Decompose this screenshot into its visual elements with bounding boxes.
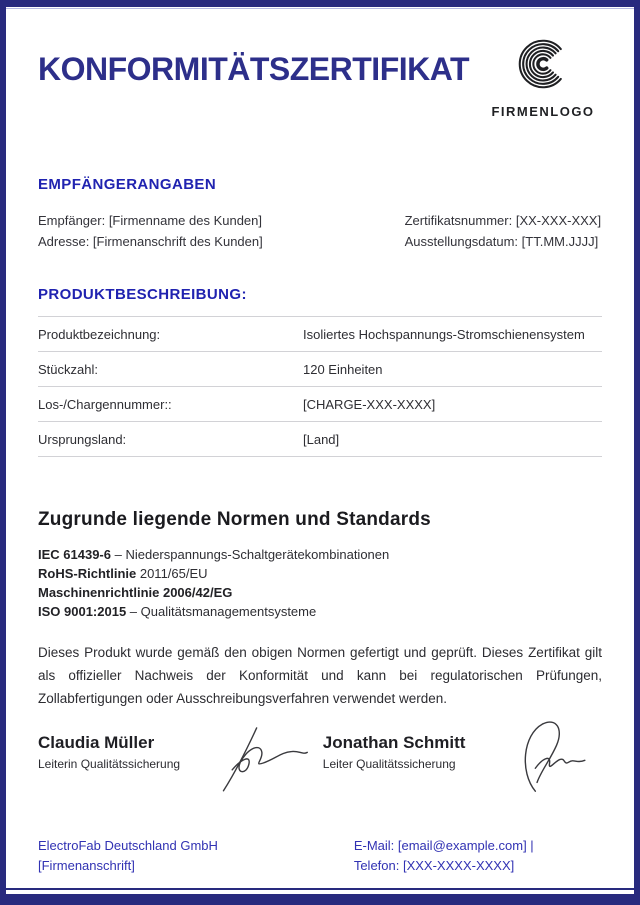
standards-section-heading: Zugrunde liegende Normen und Standards [38, 509, 431, 530]
footer-company-block [38, 836, 354, 876]
company-logo-caption: FIRMENLOGO [491, 104, 595, 119]
footer-email-line: E-Mail: [email@example.com] | [353, 838, 534, 853]
standard-description: 2011/65/EU [136, 566, 208, 581]
declaration-paragraph: Dieses Produkt wurde gemäß den obigen Normen gefertigt und geprüft. Dieses Zertifikat gilt als offizieller Nachweis der Konformität und kann bei regulatorischen Prüfungen, Zollabfertigungen oder Ausschreibungsverfahren verwendet werden. [38, 645, 602, 706]
signatory-name: Jonathan Schmitt [322, 733, 466, 752]
standard-description: – Niederspannungs-Schaltgerätekombinationen [111, 547, 390, 562]
table-row [38, 316, 602, 351]
signatory-text [38, 733, 180, 771]
footer-phone-line: Telefon: [XXX-XXXX-XXXX] [353, 858, 515, 873]
recipient-name-line: Empfänger: [Firmenname des Kunden] [38, 213, 263, 228]
row-value: [CHARGE-XXX-XXXX] [303, 396, 436, 412]
list-item [38, 583, 602, 602]
row-label: Ursprungsland: [38, 431, 127, 447]
row-value: 120 Einheiten [303, 361, 383, 377]
recipient-details [38, 210, 602, 252]
list-item [38, 564, 602, 583]
standard-name: ISO 9001:2015 [38, 604, 127, 619]
product-section-heading: PRODUKTBESCHREIBUNG: [38, 286, 247, 303]
recipient-address-line: Adresse: [Firmenanschrift des Kunden] [38, 234, 263, 249]
row-value: [Land] [303, 431, 340, 447]
table-row [38, 351, 602, 386]
company-logo-icon [478, 33, 608, 95]
recipient-right-column [405, 210, 602, 252]
inner-border-top [6, 8, 634, 9]
row-value: Isoliertes Hochspannungs-Stromschienensystem [303, 326, 585, 342]
signatory-text [323, 733, 466, 771]
row-label: Produktbezeichnung: [38, 326, 161, 342]
footer-company-address: [Firmenanschrift] [38, 858, 135, 873]
page-title: KONFORMITÄTSZERTIFIKAT [38, 51, 470, 87]
standards-list [38, 545, 602, 621]
signature-icon [512, 717, 594, 798]
footer [38, 836, 602, 876]
signature-icon [213, 717, 309, 798]
footer-company-name: ElectroFab Deutschland GmbH [38, 838, 218, 853]
list-item [38, 545, 602, 564]
footer-contact-block [354, 836, 602, 876]
recipient-left-column [38, 210, 405, 252]
signatory-left [38, 717, 317, 798]
standard-description: – Qualitätsmanagementsysteme [126, 604, 317, 619]
recipient-section-heading: EMPFÄNGERANGABEN [38, 176, 217, 193]
list-item [38, 602, 602, 621]
standard-name: IEC 61439-6 [38, 547, 111, 562]
company-logo [478, 33, 608, 119]
signatory-role: Leiterin Qualitätssicherung [38, 757, 181, 771]
inner-border-bottom [6, 888, 634, 890]
row-label: Stückzahl: [38, 361, 98, 377]
product-table [38, 316, 602, 457]
signatory-name: Claudia Müller [38, 733, 155, 752]
signature-block [38, 717, 602, 798]
signatory-right [323, 717, 602, 798]
table-row [38, 386, 602, 421]
standard-name: RoHS-Richtlinie [38, 566, 137, 581]
table-row [38, 421, 602, 457]
row-label: Los-/Chargennummer:: [38, 396, 172, 412]
standard-name: Maschinenrichtlinie 2006/42/EG [38, 585, 233, 600]
signatory-role: Leiter Qualitätssicherung [322, 757, 456, 771]
issue-date-line: Ausstellungsdatum: [TT.MM.JJJJ] [404, 234, 599, 249]
certificate-number-line: Zertifikatsnummer: [XX-XXX-XXX] [404, 213, 602, 228]
